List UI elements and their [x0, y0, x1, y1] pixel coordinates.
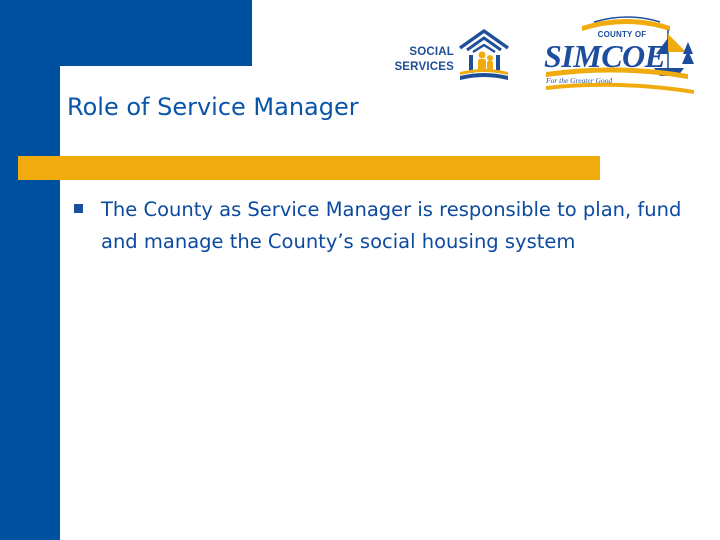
social-services-line2: SERVICES [394, 61, 454, 73]
left-blue-band [0, 0, 60, 540]
county-of-simcoe-logo [538, 12, 698, 98]
county-of-label: COUNTY OF [597, 30, 647, 39]
slide-title: Role of Service Manager [67, 93, 359, 121]
social-services-wordmark [392, 45, 454, 75]
bullet-item [72, 194, 702, 258]
simcoe-wordmark: SIMCOE [544, 38, 666, 74]
square-bullet-icon [74, 204, 83, 213]
social-services-logo [392, 28, 514, 84]
social-services-line1: SOCIAL [409, 46, 454, 58]
house-family-icon [456, 28, 512, 84]
simcoe-tagline: For the Greater Good [546, 76, 613, 85]
bullet-list [72, 194, 702, 258]
gold-divider-bar [18, 156, 600, 180]
bullet-text: The County as Service Manager is responsible to plan, fund and manage the County’s social housing system [101, 198, 682, 253]
top-blue-band [60, 0, 252, 66]
